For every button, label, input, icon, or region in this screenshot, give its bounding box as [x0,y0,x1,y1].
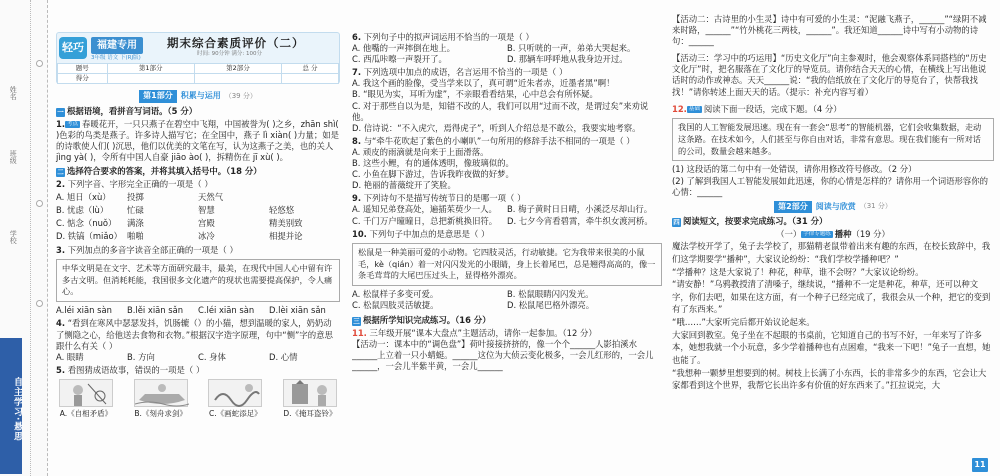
q3-passage: 中华文明是在文字、艺术等方面研究最丰，最美，在现代中国人心中留有许多古文明。但消耗耗能，我国很多文化遗产的现状也需要提高保护，令人痛心。 [56,259,340,303]
page-number: 11 [972,458,988,472]
story-text: 魔法学校开学了，兔子去学校了，那猫精老鼠带着出来有趣的东西，在校长致辞中，我们这学期要学“播种”，大家议论纷纷：“我们学校学播种吧？” “学播种？这是大家说了！种花，种草，谁不会呀？”大家议论纷纷。 “请安静！”乌鸦教授清了清嗓子，继续说，“播种不一定是种花，种草，还可以种文字，你们去吧，如果在这方面，有一个种子已经完成了，我很会从一个种，把它的变到有了东西来。” “哦……”大家听完后都开始议论起来。 大家回到教室。兔子坐在不起眼的书桌前，它知道自己的书写不好，一年来写了许多本，她想我就一个小玩意，多少学着播种也有点困难，“我来一下吧！”兔子一直想，她也能了。 “我想种一颗梦里想要到的树。树枝上长满了小东西，长的非常多少的东西，它会让大家都看到这个世界，我帮它长出许多有价值的好东西来了。”扛拉说完，大 [672,241,991,391]
activity-2[interactable]: 【活动二：古诗里的小生灵】诗中有可爱的小生灵：“泥融飞燕子，______”“绿阴不减来时路，______”“竹外桃花三两枝，______”。我还知道______诗中写有小动物的诗句：______ [672,14,987,47]
option-picture-c[interactable]: C.《画蛇添足》 [205,379,265,419]
section-2-title: 二 选择符合要求的答案，并将其填入括号中。（18 分） [57,166,262,177]
question-3: 3. 下列加点的多音字读音全部正确的一项是（ ） 中华文明是在文字、艺术等方面研究最丰，最美，在现代中国人心中留有许多古文明。但消耗耗能，我国很多文化遗产的现状也需要提高保护，令人痛心。 A.léi xiān sàn B.lěi xiān sǎn C.léi xiān sàn D.lèi xiān sǎn [56,245,340,317]
score-header: 总 分 [282,64,339,74]
score-cell[interactable] [194,74,281,84]
activity-3[interactable]: 【活动三：学习中的巧运用】“历史文化厅”向主参观时，他会观察体系同搭档的“历史文化厅”时，把名服落在了文化厅的导览员。请你结合天天的心情，在横线上写出他说话时的动作或神态。天天______说：“我的信纸放在了文化厅的导览台了，快帮我找找！”请你转述上面天天的话。（提示：补充内容写着） [672,53,987,97]
q12-passage: 我国的人工智能发展迅速。现在有一套会“思考”的智能机器，它们会收集数据，走动这条路。在技术如今，人们甚至与你自由对话，非常有意思。现在我们能有一所对话的公司，数量会越来越多。 [672,118,994,162]
question-11: 11. 三年级开展“课本大盘点”主题活动，请你一起参加。（12 分） 【活动一：课本中的“调色盘”】荷叶接接挤挤的，像一个个______人影拍溪水______上立着一只小蜻蜓。______这位为大侦云变化极多，一会儿红形的，一会儿______，一会儿半紫半黄，一会儿______ [352,328,662,372]
score-table [57,63,339,84]
question-1: 1. 考点 春暖花开，一只只燕子在碧空中飞翔，中国被誉为( )之乡，zhān shì( )色彩的鸟类是燕子。许多诗人描写它；在全国中，燕子 lì xiàn( )力量；如是的诗歌使人们( )沉思，他们以优美的文笔在写，认为这燕子之美，也的关人 jìng yà( )，令所有中国人自豪 jiāo ào( )，拆精伤在 jī xù( )。 [56,118,340,162]
question-5: 5. 看图猜成语故事，错误的一项是（ ） A.《自相矛盾》 B.《刻舟求剑》 C.《画蛇添足》 D.《掩耳盗铃》 [56,365,340,419]
binding-hole [36,300,43,307]
score-header: 题号 [58,64,108,74]
column-2 [352,0,662,476]
binding-margin [0,0,48,476]
section-1-title: 一 根据语境，看拼音写词语。（5 分） [57,105,198,116]
question-8: 8. 与“牵牛花吹起了紫色的小喇叭”一句所用的修辞手法不相同的一项是（ ） A. 顽皮的雨滴就是向来于上面滑落。 B. 这些小鲤，有的通体透明，像玻璃似的。 C. 小鱼在脚下游过，告诉我昨夜做的好梦。 D. 艳丽的蔷薇绽开了笑脸。 [352,135,635,191]
option-picture-d[interactable]: D.《掩耳盗铃》 [280,379,340,419]
exam-header [56,32,340,84]
question-4: 4. “看到在寒风中瑟瑟发抖，饥肠辘（）的小猫，想到温暖的家人，奶奶动了恻隐之心，给他送去食物和衣物。”根据汉字造字原理，句中“恻”字的意思跟什么有关（ ） A. 眼睛 B. 方向 C. 身体 D. 心情 [56,318,333,362]
exam-info: 时间: 90分钟 满分: 100分 [197,51,262,57]
binding-hole [36,60,43,67]
question-10: 10. 下列句子中加点的是意思是（ ） 松鼠是一种美丽可爱的小动物。它四肢灵活，行动敏捷。它为我带来很美的小鼠毛，kè（qián）着一对闪闪发光的小眼睛，身上长着尾巴，总是翘得高高的，像一条毛茸茸的大尾巴压过头上，显得格外漂亮。 A. 松鼠样子多变可爱。 B. 松鼠眼睛闪闪发光。 C. 松鼠四肢灵活敏捷。 D. 松鼠尾巴格外漂亮。 [352,229,662,312]
region-label: 福建专用 [91,37,143,54]
series-badge: 自主学习·悬思 [0,338,22,474]
section-4-title: 四 阅读短文，按要求完成练习。（31 分） [673,216,828,227]
binding-hole [36,200,43,207]
option-picture-a[interactable]: A.《自相矛盾》 [56,379,116,419]
q10-passage: 松鼠是一种美丽可爱的小动物。它四肢灵活，行动敏捷。它为我带来很美的小鼠毛，kè（qián）着一对闪闪发光的小眼睛，身上长着尾巴，总是翘得高高的，像一条毛茸茸的大尾巴压过头上，显得格外漂亮。 [352,243,662,287]
school-label: 学校 [9,230,18,244]
question-2: 2. 下列字音、字形完全正确的一项是（ ） A. 旭日（xù） 投掷 天然气 B. 忧虑（lù） 忙碌 智慧 轻悠悠 C. 惦念（nuǒ） 满涤 宫殿 精美别致 D. 铁镐（miǎo） 啪啪 冰冷 相提并论 [56,179,303,242]
fold-line [30,0,31,476]
publisher-logo: 轻巧 [59,37,87,59]
name-label: 姓名 [9,86,18,100]
exam-title: 期末综合素质评价（二） [167,36,305,50]
question-9: 9. 下列诗句不是描写传统节日的是哪一项（ ） A. 遥知兄弟登高处，遍插茱萸少一人。 B. 梅子黄时日日晴，小溪泛尽却山行。 C. 千门万户曈曈日，总把新桃换旧符。 D. 七夕今宵看碧霄，牵牛织女渡河桥。 [352,193,653,226]
question-12: 12. 基础 阅读下面一段话，完成下题。（4 分） 我国的人工智能发展迅速。现在有一套会“思考”的智能机器，它们会收集数据，走动这条路。在技术如今，人们甚至与你自由对话，非常有意思。现在我们能有一所对话的公司，数量会越来越多。 (1) 这段话的第二句中有一处错误，请你用修改符号修改。（2 分） (2) 了解到我国人工智能发展如此迅速，你的心情是怎样的？请你用一个词语形容你的心情：______ [672,104,994,198]
part-1-banner: 第1部分 积累与运用 （39 分） [139,90,257,103]
section-3-title: 三 根据所学知识完成练习。（16 分） [353,314,491,325]
score-cell[interactable] [107,74,194,84]
question-7: 7. 下列选项中加点的成语，名言运用不恰当的一项是（ ） A. 我这个画的脸像，受当学来以了，真可谓“近朱者赤，近墨者黑”啊！ B. “眼见为实，耳听为虚”，不亲眼看看结果，心中总会有所怀疑。 C. 对于那些自以为是，知错不改的人，我们可以用“过而不改，是谓过矣”来劝说他。 D. 信诗说：“不入虎穴，焉得虎子”，听到人介绍总是不敢公，我要实地考察。 [352,67,649,133]
story-heading: （一） 字律专题练 播种（19 分） [776,229,890,240]
class-label: 班级 [9,150,18,164]
question-6: 6. 下列句子中的拟声词运用不恰当的一项是（ ） A. 他嘴的一声摔倒在地上。 B. 只听咣的一声，弟弟大哭起来。 C. 西瓜咔嚓一声裂开了。 D. 那辆车呼呼地从我身边开过。 [352,32,636,65]
score-cell[interactable] [282,74,339,84]
score-row-label: 得分 [58,74,108,84]
column-1 [52,0,342,476]
column-3 [672,0,994,476]
score-header: 第1部分 [107,64,194,74]
grade-subject: 3年级 语文 下(RJ版) [91,55,141,61]
part-2-banner: 第2部分 阅读与欣赏 （31 分） [774,201,892,214]
option-picture-b[interactable]: B.《刻舟求剑》 [131,379,191,419]
score-header: 第2部分 [194,64,281,74]
activity-1[interactable]: 【活动一：课本中的“调色盘”】荷叶接接挤挤的，像一个个______人影拍溪水______上立着一只小蜻蜓。______这位为大侦云变化极多，一会儿红形的，一会儿______，一会儿半紫半黄，一会儿______ [352,338,654,371]
